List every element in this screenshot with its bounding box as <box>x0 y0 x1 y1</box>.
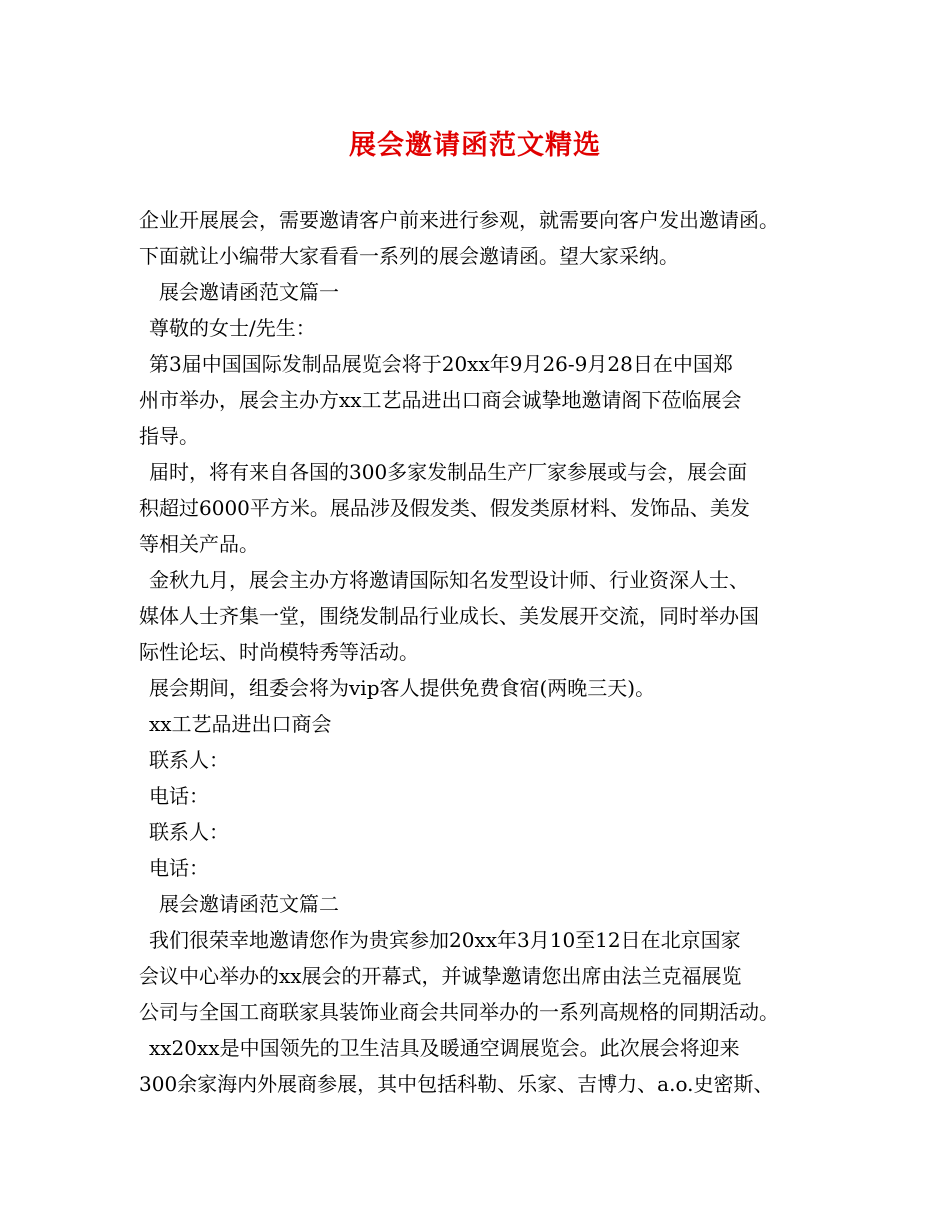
body-line: xx工艺品进出口商会 <box>149 712 332 736</box>
body-line: 展会期间，组委会将为vip客人提供免费食宿(两晚三天)。 <box>149 676 656 700</box>
body-line: 媒体人士齐集一堂，围绕发制品行业成长、美发展开交流，同时举办国 <box>139 604 759 628</box>
body-line: 尊敬的女士/先生： <box>149 316 316 340</box>
body-line: 际性论坛、时尚模特秀等活动。 <box>139 640 419 664</box>
body-line: 电话： <box>149 784 209 808</box>
body-line: 企业开展展会，需要邀请客户前来进行参观，就需要向客户发出邀请函。 <box>139 208 779 232</box>
body-line: 电话： <box>149 856 209 880</box>
body-line: 公司与全国工商联家具装饰业商会共同举办的一系列高规格的同期活动。 <box>139 1000 779 1024</box>
body-line: 指导。 <box>139 424 199 448</box>
body-line: xx20xx是中国领先的卫生洁具及暖通空调展览会。此次展会将迎来 <box>149 1036 740 1060</box>
body-line: 下面就让小编带大家看看一系列的展会邀请函。望大家采纳。 <box>139 244 679 268</box>
document-body <box>139 202 819 1102</box>
body-line: 联系人： <box>149 748 229 772</box>
body-line: 联系人： <box>149 820 229 844</box>
body-line: 届时，将有来自各国的300多家发制品生产厂家参展或与会，展会面 <box>149 460 748 484</box>
body-line: 300余家海内外展商参展，其中包括科勒、乐家、吉博力、a.o.史密斯、 <box>139 1072 774 1096</box>
body-line: 州市举办，展会主办方xx工艺品进出口商会诚挚地邀请阁下莅临展会 <box>139 388 742 412</box>
body-line: 展会邀请函范文篇一 <box>159 280 339 304</box>
body-line: 会议中心举办的xx展会的开幕式，并诚挚邀请您出席由法兰克福展览 <box>139 964 742 988</box>
body-line: 积超过6000平方米。展品涉及假发类、假发类原材料、发饰品、美发 <box>139 496 750 520</box>
body-line: 等相关产品。 <box>139 532 259 556</box>
body-line: 第3届中国国际发制品展览会将于20xx年9月26-9月28日在中国郑 <box>149 352 733 376</box>
body-line: 金秋九月，展会主办方将邀请国际知名发型设计师、行业资深人士、 <box>149 568 749 592</box>
document-title: 展会邀请函范文精选 <box>349 130 601 161</box>
body-line: 我们很荣幸地邀请您作为贵宾参加20xx年3月10至12日在北京国家 <box>149 928 741 952</box>
body-line: 展会邀请函范文篇二 <box>159 892 339 916</box>
